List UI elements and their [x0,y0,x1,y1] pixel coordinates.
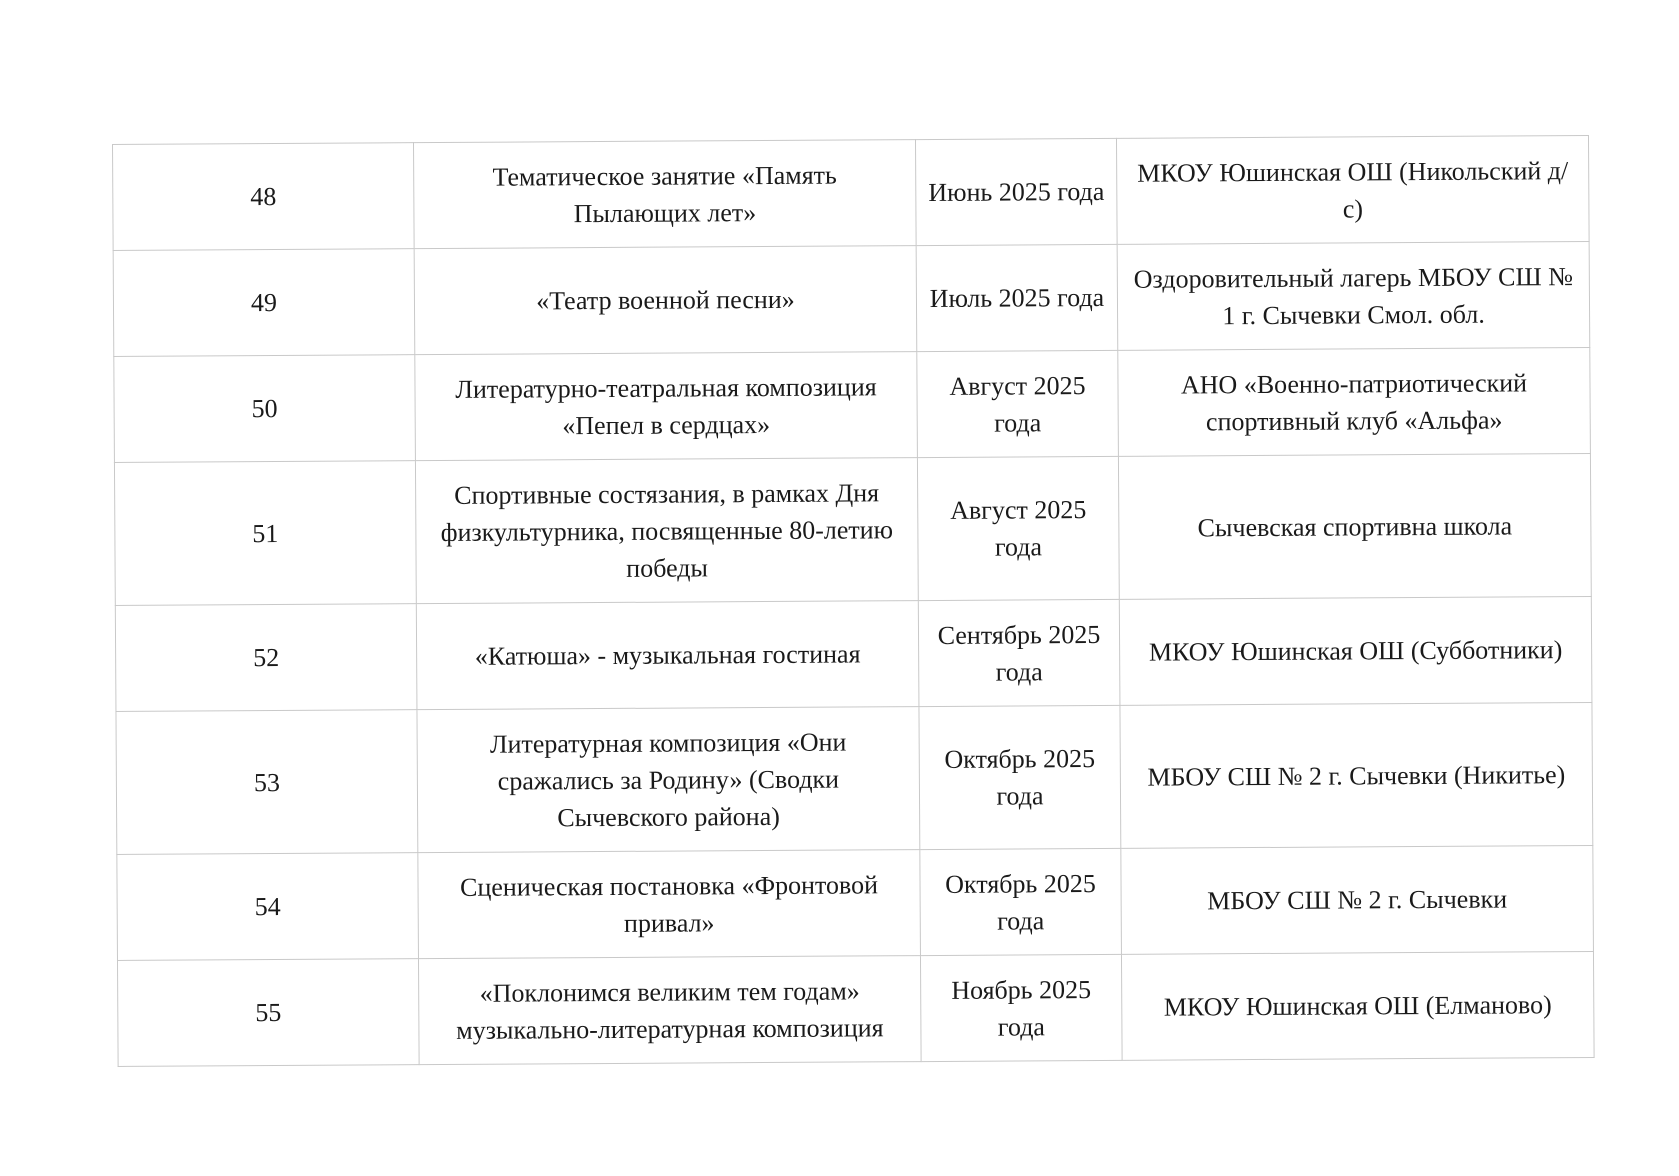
event-name-cell: Сценическая постановка «Фронтовой привал» [418,850,921,959]
table-row [117,951,1594,1066]
event-date-cell: Сентябрь 2025 года [918,599,1120,706]
event-place-cell: МКОУ Юшинская ОШ (Субботники) [1119,596,1592,705]
event-name-cell: Спортивные состязания, в рамках Дня физкультурника, посвященные 80-летию победы [415,458,918,604]
event-date-cell: Октябрь 2025 года [919,705,1121,849]
event-place-cell: МКОУ Юшинская ОШ (Елманово) [1121,951,1594,1060]
event-place-cell: Сычевская спортивна школа [1118,453,1591,599]
row-number-cell: 55 [117,959,419,1067]
event-date-cell: Ноябрь 2025 года [920,954,1122,1061]
table-row [114,453,1591,605]
event-name-cell: «Катюша» - музыкальная гостиная [416,601,919,710]
table-row [116,702,1593,854]
table-row [115,596,1592,711]
event-place-cell: МБОУ СШ № 2 г. Сычевки (Никитье) [1120,702,1593,848]
table-row [117,845,1594,960]
event-date-cell: Август 2025 года [917,350,1119,457]
event-date-cell: Август 2025 года [917,456,1119,600]
event-name-cell: «Поклонимся великим тем годам» музыкально-литературная композиция [418,956,921,1065]
event-name-cell: Литературная композиция «Они сражались за Родину» (Сводки Сычевского района) [417,707,920,853]
event-place-cell: МКОУ Юшинская ОШ (Никольский д/с) [1116,135,1589,244]
row-number-cell: 48 [113,143,415,251]
row-number-cell: 50 [114,355,416,463]
events-table [112,135,1595,1067]
table-row [113,241,1590,356]
event-date-cell: Июнь 2025 года [915,138,1117,245]
row-number-cell: 49 [113,249,415,357]
table-row [114,347,1591,462]
event-place-cell: АНО «Военно-патриотический спортивный клуб «Альфа» [1118,347,1591,456]
event-name-cell: Литературно-театральная композиция «Пепел в сердцах» [415,352,918,461]
event-name-cell: «Театр военной песни» [414,246,917,355]
event-name-cell: Тематическое занятие «Память Пылающих лет» [413,140,916,249]
row-number-cell: 53 [116,710,418,855]
row-number-cell: 52 [115,604,417,712]
event-date-cell: Июль 2025 года [916,244,1118,351]
event-place-cell: Оздоровительный лагерь МБОУ СШ № 1 г. Сычевки Смол. обл. [1117,241,1590,350]
table-row [113,135,1590,250]
event-date-cell: Октябрь 2025 года [920,848,1122,955]
row-number-cell: 54 [117,853,419,961]
row-number-cell: 51 [114,461,416,606]
event-place-cell: МБОУ СШ № 2 г. Сычевки [1121,845,1594,954]
